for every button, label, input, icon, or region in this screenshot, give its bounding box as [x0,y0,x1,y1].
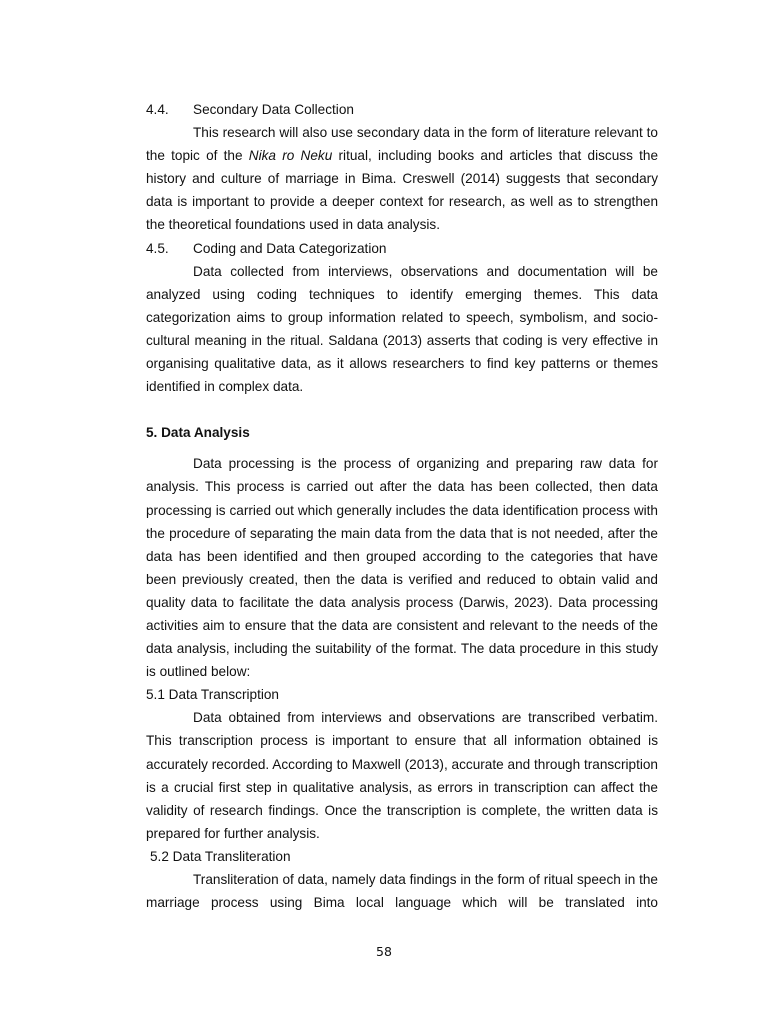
section-5-2-heading: 5.2 Data Transliteration [150,848,291,864]
page-number: 58 [376,944,392,959]
section-4-5-paragraph: Data collected from interviews, observations and documentation will be analyzed using coding techniques to identify emerging themes. This data categorization aims to group information related to speech, symbolism, and socio-cultural meaning in the ritual. Saldana (2013) asserts that coding is very effective in organising qualitative data, as it allows researchers to find key patterns or themes identified in complex data. [146,263,658,395]
section-title: Secondary Data Collection [193,102,354,117]
italic-term: Nika ro Neku [248,148,333,164]
section-5-paragraph: Data processing is the process of organizing and preparing raw data for analysis. This process is carried out after the data has been collected, then data processing is carried out which generally includes the data identification process with the procedure of separating the main data from the data that is not needed, after the data has been identified and then grouped according to the categories that have been previously created, then the data is verified and reduced to obtain valid and quality data to facilitate the data analysis process (Darwis, 2023). Data processing activities aim to ensure that the data are consistent and relevant to the needs of the data analysis, including the suitability of the format. The data procedure in this study is outlined below: [146,456,658,680]
section-4-5-heading [146,237,658,260]
section-5-1-paragraph: Data obtained from interviews and observations are transcribed verbatim. This transcription process is important to ensure that all information obtained is accurately recorded. According to Maxwell (2013), accurate and through transcription is a crucial first step in qualitative analysis, as errors in transcription can affect the validity of research findings. Once the transcription is complete, the written data is prepared for further analysis. [146,710,658,841]
section-4-4-paragraph [146,121,658,236]
section-5-1-heading: 5.1 Data Transcription [146,687,279,703]
section-4-4-heading [146,98,658,121]
section-number: 4.4. [146,102,169,117]
paragraph-text: This research will also use secondary data in the form of literature relevant to the topic of the [146,125,658,164]
section-5-2-paragraph: Transliteration of data, namely data findings in the form of ritual speech in the marriage process using Bima local language which will be translated into [146,872,658,911]
paragraph-text-continued: ritual, including books and articles that discuss the history and culture of marriage in Bima. Creswell (2014) suggests that secondary data is important to provide a deeper context for research, as well as to strengthen the theoretical foundations used in data analysis. [146,148,659,233]
section-number: 4.5. [146,240,169,256]
section-title: Coding and Data Categorization [193,240,387,256]
section-5-heading: 5. Data Analysis [146,425,250,441]
document-page [146,98,658,914]
